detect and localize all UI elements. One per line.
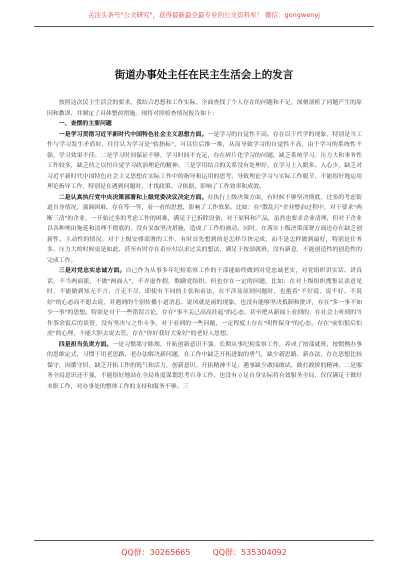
document-title: 街道办事处主任在民主生活会上的发言 [114,69,294,81]
header-banner: 关注头条号"公文研究"，获得最新最全最专业的公文资料库！ 微信：gongwenyj [88,11,320,19]
paragraph-1-text: 一是学习的自觉性不高。存在以干代学的现象，特别是当工作与学习发生矛盾时，往往认为学习是"软指标"，可以往后推一推，从而导致学习的自觉性不高，由于学习的系统性不强，学习效果不佳。二是学习时间保证不够，学习时间不充足，存在碎片化学习的问题，缺乏系统学习。压力大和事务性工作较多，缺乏持之以恒自觉学习政治理论的精神。三是学用结合的关系没有处理好。在学习上入眼多、入心少，缺乏对习近平新时代中国特色社会主义思想在实际工作中的指导和运用的思考，导致理论学习与实际工作脱节，不能很好地运用理论指导工作，特别是在遇到问题时，才找政策、寻依据，影响了工作效率和成效。 [47,131,362,190]
paragraph-1 [47,130,362,193]
paragraph-3 [47,266,362,340]
header-rule [34,26,374,27]
paragraph-4-text: 一是习惯墨守陈规，开拓创新意识不强。长期从事纪检监察工作，养成了按部就班、按惯例办事的思维定式，习惯于用老思路、老办法解决新问题，在工作中缺乏开拓进取的勇气，缺少新思路、新办法，存在思想比较保守，因循守旧，缺乏开拓工作的锐气和活力，创新意识、开拓精神不足，遇事缺少敢闯敢试、敢打敢拼的精神。二是服务全局意识还不强，不能很好地站在全局角度谋划思考自身工作，也没有立足自身实际将有效服务全局，仅仅满足于做好本职工作，对办事处的整体工作的支持和服务不够。三 [47,341,362,390]
intro-paragraph: 按照这次民主生活会的要求，我结合思想和工作实际，全面查找了个人存在的问题和不足，深刻剖析了问题产生的原因和教训，并制定了具体整改措施。现将对照检查情况报告如下： [47,100,362,117]
paragraph-2-lead: 二是认真执行党中央决策部署和上级党委决议决定方面。 [58,193,208,201]
paragraph-4-lead: 四是担当负责方面。 [58,340,113,348]
section-heading: 一、查摆的主要问题 [58,120,112,127]
document-body [47,98,362,528]
paragraph-2-text: 在执行上级决策方面，有时候不够坚决彻底，过多的考虑街道自身情况，强调困难，存在等一等、看一看的思想，影响了工作效果。比如：在"散乱污"企业整治过程中，对于要求"两断三清"的企业，一开始过多的考虑工作的困难，满足于已拆除设备，对于原料和产品，虽然也要求企业清理，但对于企业以各种理由拖延和清理不彻底的，没有采取坚决措施，造成了工作的被动。同时，在落实上级决策部署方面还存在缺乏创新性、主动性的情况。对于上级安排部署的工作，有时首先想到的是怎样尽快完成，而不是怎样做到最好，特别是任务多、压力大的时候更是如此，甚至有时存在着应付以求过关的想法，满足于按部就班，没有新意，不能创造性的创造性的完成工作。 [47,194,362,264]
paragraph-2 [47,193,362,267]
paragraph-3-text: 自己作为从事多年纪检监察工作的干部能始终做到对党忠诚老实，对党组织讲实话、讲真话，不当两面派，不做"两面人"，不弄虚作假，欺瞒党组织。但也存在一定的问题，比如：在对上级组织搜集议谈意见时，不能做到知无不言、言无不尽，即使有不同的主张和看法，在不涉及原则问题时，也抱着"不好说、说不好、不说好"的心态而不愿去说，对遇到的个别传播小道消息、说风就是雨的现象，也没有能够坚决抵制和批评，存在"多一事不如少一事"的思想。特别是对于一些错误言论，存在"事不关己高高挂起"的心态，甚至把从新闻上看到的、在社会上听到的当作茶余饭后的谈资，没有坚决与之作斗争。对于看到的一些问题，一定程度上存在"明哲保身"的心态，存在"前怕狼后怕虎"的心理，不能大胆去说去管，存在"你好我好大家好"的老好人思想。 [47,268,362,337]
footer [0,547,408,558]
paragraph-1-lead: 一是学习贯彻习近平新时代中国特色社会主义思想方面。 [58,130,208,138]
paragraph-4 [47,340,362,393]
footer-rule [34,540,374,541]
footer-qq-group-1: QQ群：30265665 [121,548,191,557]
footer-qq-group-2: QQ群：535304092 [212,548,287,557]
paragraph-3-lead: 三是对党忠实忠诚方面。 [58,267,126,274]
